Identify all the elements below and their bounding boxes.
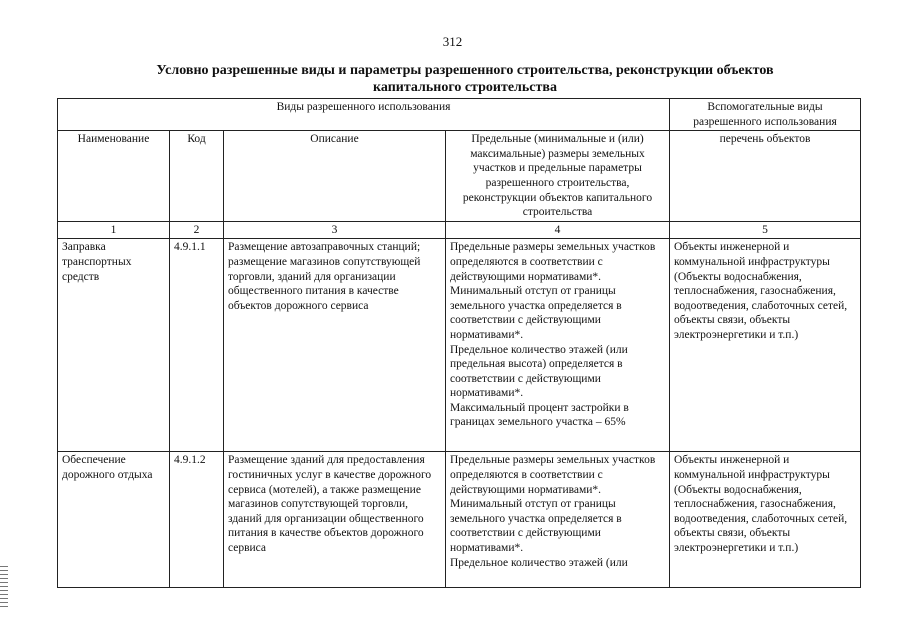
cell-name: Заправка транспортных средств xyxy=(58,239,170,452)
column-number: 5 xyxy=(670,221,861,239)
group-header-aux: Вспомогательные виды разрешенного использования xyxy=(670,99,861,131)
cell-limits: Предельные размеры земельных участков определяются в соответствии с действующими нормативами*. Минимальный отступ от границы земельного участка определяется в соответствии с действующими нормативами*. Предельное количество этажей (или xyxy=(446,452,670,588)
column-number: 3 xyxy=(224,221,446,239)
table-row xyxy=(58,452,861,588)
column-header-code: Код xyxy=(170,131,224,222)
cell-aux: Объекты инженерной и коммунальной инфраструктуры (Объекты водоснабжения, теплоснабжения, газоснабжения, водоотведения, слаботочных сетей, объекты связи, объекты электроэнергетики и т.п.) xyxy=(670,452,861,588)
column-number-row xyxy=(58,221,861,239)
column-number: 1 xyxy=(58,221,170,239)
table-column-header-row xyxy=(58,131,861,222)
table-row xyxy=(58,239,861,452)
cell-name: Обеспечение дорожного отдыха xyxy=(58,452,170,588)
cell-limits: Предельные размеры земельных участков определяются в соответствии с действующими нормативами*. Минимальный отступ от границы земельного участка определяется в соответствии с действующими нормативами*. Предельное количество этажей (или предельная высота) определяется в соответствии с действующими нормативами*. Максимальный процент застройки в границах земельного участка – 65% xyxy=(446,239,670,452)
cell-description: Размещение автозаправочных станций; размещение магазинов сопутствующей торговли, зданий для организации общественного питания в качестве объектов дорожного сервиса xyxy=(224,239,446,452)
scan-edge-mark xyxy=(0,566,8,610)
cell-aux: Объекты инженерной и коммунальной инфраструктуры (Объекты водоснабжения, теплоснабжения, газоснабжения, водоотведения, слаботочных сетей, объекты связи, объекты электроэнергетики и т.п.) xyxy=(670,239,861,452)
cell-code: 4.9.1.2 xyxy=(170,452,224,588)
cell-code: 4.9.1.1 xyxy=(170,239,224,452)
column-header-name: Наименование xyxy=(58,131,170,222)
column-header-description: Описание xyxy=(224,131,446,222)
page-number: 312 xyxy=(442,34,463,49)
table-group-header-row xyxy=(58,99,861,131)
cell-description: Размещение зданий для предоставления гостиничных услуг в качестве дорожного сервиса (мотелей), а также размещение магазинов сопутствующей торговли, зданий для организации общественного питания в качестве объектов дорожного сервиса xyxy=(224,452,446,588)
permitted-use-table xyxy=(57,98,861,588)
column-header-aux-list: перечень объектов xyxy=(670,131,861,222)
column-header-limits: Предельные (минимальные и (или) максимальные) размеры земельных участков и предельные параметры разрешенного строительства, реконструкции объектов капитального строительства xyxy=(446,131,670,222)
document-title: Условно разрешенные виды и параметры разрешенного строительства, реконструкции объектов капитального строительства xyxy=(156,63,774,95)
column-number: 4 xyxy=(446,221,670,239)
group-header-main: Виды разрешенного использования xyxy=(58,99,670,131)
column-number: 2 xyxy=(170,221,224,239)
